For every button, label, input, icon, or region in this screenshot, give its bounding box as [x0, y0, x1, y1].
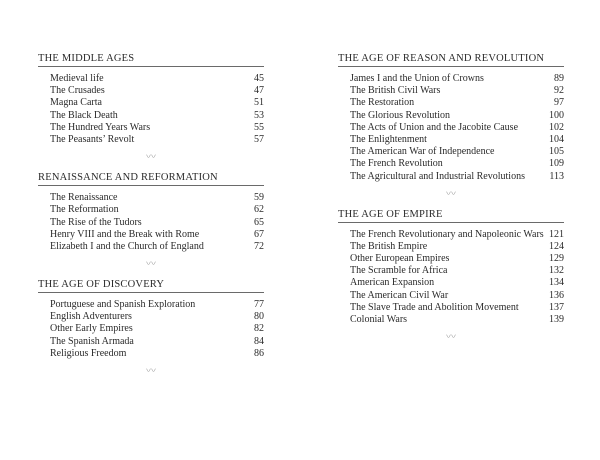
- entry-title: American Expansion: [350, 277, 435, 289]
- entry-page-number: 124: [549, 240, 564, 252]
- toc-entry[interactable]: [338, 229, 564, 241]
- entry-title: The Rise of the Tudors: [50, 216, 142, 228]
- section-rule: [38, 66, 264, 67]
- section-rule: [38, 292, 264, 293]
- entry-page-number: 84: [254, 335, 264, 347]
- entry-title: The Crusades: [50, 85, 105, 97]
- entry-page-number: 136: [549, 289, 564, 301]
- entry-page-number: 129: [549, 253, 564, 265]
- entry-page-number: 113: [549, 170, 564, 182]
- entry-page-number: 104: [549, 133, 564, 145]
- entry-page-number: 121: [549, 228, 564, 240]
- entry-page-number: 47: [254, 85, 264, 97]
- toc-entry[interactable]: [38, 73, 264, 85]
- flourish-ornament: 〰: [446, 332, 456, 344]
- toc-entry[interactable]: [38, 217, 264, 229]
- entry-title: The Acts of Union and the Jacobite Cause: [350, 121, 519, 133]
- entry-page-number: 134: [549, 277, 564, 289]
- entry-title: English Adventurers: [50, 311, 132, 323]
- flourish-ornament: 〰: [146, 152, 156, 164]
- toc-entry[interactable]: [338, 73, 564, 85]
- entry-title: Medieval life: [50, 73, 104, 84]
- toc-entry[interactable]: [338, 85, 564, 97]
- toc-entry[interactable]: [338, 97, 564, 109]
- entry-page-number: 77: [254, 299, 264, 311]
- toc-entry[interactable]: [338, 134, 564, 146]
- entry-page-number: 67: [254, 228, 264, 240]
- toc-entry[interactable]: [38, 229, 264, 241]
- toc-entry[interactable]: [338, 290, 564, 302]
- toc-entry[interactable]: [38, 336, 264, 348]
- entry-title: The American War of Independence: [350, 146, 495, 158]
- entry-page-number: 132: [549, 265, 564, 277]
- entry-title: Other European Empires: [350, 253, 450, 265]
- entry-page-number: 51: [254, 97, 264, 109]
- entry-page-number: 105: [549, 146, 564, 158]
- entry-title: Other Early Empires: [50, 323, 133, 335]
- entry-title: The Black Death: [50, 109, 118, 121]
- entry-page-number: 139: [549, 314, 564, 325]
- section-rule: [338, 222, 564, 223]
- toc-entry[interactable]: [338, 265, 564, 277]
- toc-entry[interactable]: [38, 323, 264, 335]
- toc-entry[interactable]: [38, 241, 264, 253]
- entry-page-number: 86: [254, 347, 264, 359]
- entry-page-number: 55: [254, 121, 264, 133]
- section-title: THE MIDDLE AGES: [38, 53, 135, 64]
- entry-page-number: 65: [254, 216, 264, 228]
- entry-title: Elizabeth I and the Church of England: [50, 240, 204, 252]
- entry-page-number: 57: [254, 133, 264, 145]
- toc-entry[interactable]: [338, 146, 564, 158]
- entry-page-number: 97: [554, 97, 564, 109]
- section-age-of-empire: [338, 208, 564, 344]
- entry-title: The British Civil Wars: [350, 85, 441, 97]
- entry-title: The Spanish Armada: [50, 335, 134, 347]
- flourish-ornament: 〰: [146, 259, 156, 271]
- entry-title: The Reformation: [50, 204, 119, 216]
- toc-entry[interactable]: [38, 311, 264, 323]
- toc-entry[interactable]: [38, 134, 264, 146]
- entry-title: The Glorious Revolution: [350, 109, 450, 121]
- toc-entry[interactable]: [338, 241, 564, 253]
- section-renaissance: [38, 171, 264, 270]
- toc-entry[interactable]: [338, 122, 564, 134]
- toc-entry[interactable]: [38, 204, 264, 216]
- section-title: THE AGE OF EMPIRE: [338, 208, 443, 220]
- entry-title: The Enlightenment: [350, 133, 427, 145]
- entry-title: Magna Carta: [50, 97, 102, 109]
- toc-entry[interactable]: [38, 97, 264, 109]
- toc-entry[interactable]: [338, 171, 564, 183]
- entry-title: Henry VIII and the Break with Rome: [50, 228, 200, 240]
- section-title: THE AGE OF DISCOVERY: [38, 279, 165, 291]
- entry-title: Portuguese and Spanish Exploration: [50, 299, 196, 311]
- flourish-ornament: 〰: [446, 188, 456, 200]
- toc-entry[interactable]: [38, 110, 264, 122]
- entry-title: The French Revolutionary and Napoleonic Wars: [350, 228, 544, 240]
- section-middle-ages: [38, 52, 264, 163]
- entry-title: James I and the Union of Crowns: [350, 73, 484, 84]
- entry-title: The French Revolution: [350, 158, 443, 170]
- entry-title: Colonial Wars: [350, 314, 408, 325]
- entry-page-number: 53: [254, 109, 264, 121]
- entry-page-number: 102: [549, 121, 564, 133]
- entry-page-number: 82: [254, 323, 264, 335]
- section-reason-and-revolution: [338, 52, 564, 200]
- entry-title: The American Civil War: [350, 289, 449, 301]
- section-rule: [38, 185, 264, 186]
- entry-page-number: 137: [549, 301, 564, 313]
- section-rule: [338, 66, 564, 67]
- toc-entry[interactable]: [338, 110, 564, 122]
- right-column: [338, 52, 564, 351]
- entry-page-number: 100: [549, 109, 564, 121]
- section-title: RENAISSANCE AND REFORMATION: [38, 172, 218, 184]
- toc-entry[interactable]: [338, 253, 564, 265]
- entry-title: The Agricultural and Industrial Revolutions: [350, 170, 525, 182]
- flourish-ornament: 〰: [146, 366, 156, 377]
- toc-entry[interactable]: [38, 85, 264, 97]
- entry-page-number: 92: [554, 85, 564, 97]
- toc-entry[interactable]: [338, 158, 564, 170]
- toc-entry[interactable]: [38, 299, 264, 311]
- section-title: THE AGE OF REASON AND REVOLUTION: [338, 53, 545, 64]
- toc-entry[interactable]: [38, 348, 264, 360]
- toc-entry[interactable]: [338, 314, 564, 326]
- toc-entry[interactable]: [338, 302, 564, 314]
- entry-page-number: 89: [554, 73, 564, 84]
- toc-entry[interactable]: [38, 122, 264, 134]
- entry-title: The Scramble for Africa: [350, 265, 448, 277]
- entry-page-number: 80: [254, 311, 264, 323]
- entry-title: Religious Freedom: [50, 347, 127, 359]
- entry-page-number: 45: [254, 73, 264, 84]
- entry-title: The Restoration: [350, 97, 415, 109]
- entry-title: The Peasants’ Revolt: [50, 133, 135, 145]
- entry-title: The Hundred Years Wars: [50, 121, 151, 133]
- entry-title: The British Empire: [350, 240, 428, 252]
- entry-title: The Renaissance: [50, 192, 118, 204]
- toc-entry[interactable]: [38, 192, 264, 204]
- entry-page-number: 59: [254, 192, 264, 204]
- left-column: [38, 52, 264, 385]
- toc-entry[interactable]: [338, 277, 564, 289]
- entry-page-number: 62: [254, 204, 264, 216]
- entry-page-number: 109: [549, 158, 564, 170]
- section-age-of-discovery: [38, 278, 264, 377]
- entry-page-number: 72: [254, 240, 264, 252]
- entry-title: The Slave Trade and Abolition Movement: [350, 301, 519, 313]
